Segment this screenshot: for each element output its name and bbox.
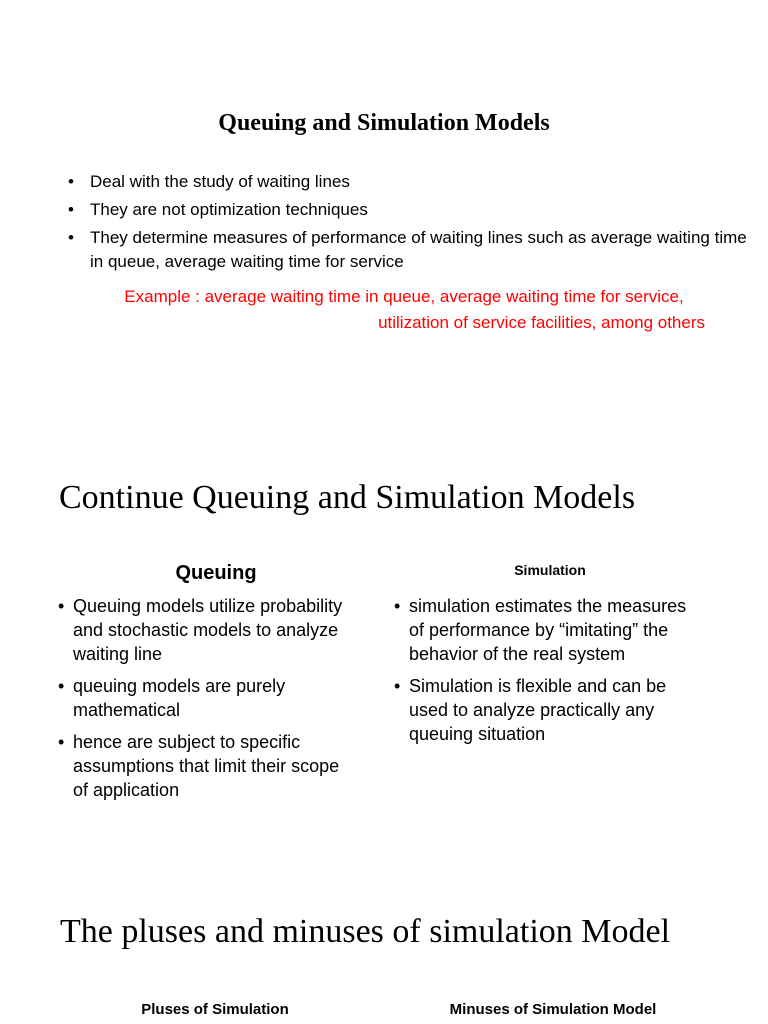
pluses-heading: Pluses of Simulation <box>141 1001 289 1018</box>
queuing-bullet-list <box>58 594 358 810</box>
list-item: • simulation estimates the measures of performance by “imitating” the behavior of the real system <box>394 594 706 666</box>
example-line-2: utilization of service facilities, among others <box>378 313 705 332</box>
list-item: • Deal with the study of waiting lines <box>66 170 756 194</box>
simulation-heading: Simulation <box>514 562 586 578</box>
example-line-1: Example : average waiting time in queue, average waiting time for service, <box>124 287 684 306</box>
list-item: • They determine measures of performance of waiting lines such as average waiting time in queue, average waiting time for service <box>66 226 756 274</box>
list-item: • hence are subject to specific assumptions that limit their scope of application <box>58 730 358 802</box>
queuing-heading: Queuing <box>175 562 257 584</box>
slide1-title: Queuing and Simulation Models <box>218 110 550 136</box>
example-note <box>60 284 708 336</box>
slide2-title: Continue Queuing and Simulation Models <box>59 479 636 516</box>
minuses-heading: Minuses of Simulation Model <box>449 1001 657 1018</box>
list-item: • They are not optimization techniques <box>66 198 756 222</box>
simulation-bullet-list <box>394 594 706 754</box>
list-item: • Simulation is flexible and can be used to analyze practically any queuing situation <box>394 674 706 746</box>
list-item: • queuing models are purely mathematical <box>58 674 358 722</box>
slide3-title: The pluses and minuses of simulation Model <box>60 913 671 950</box>
list-item: • Queuing models utilize probability and stochastic models to analyze waiting line <box>58 594 358 666</box>
slide1-bullet-list <box>66 170 756 278</box>
